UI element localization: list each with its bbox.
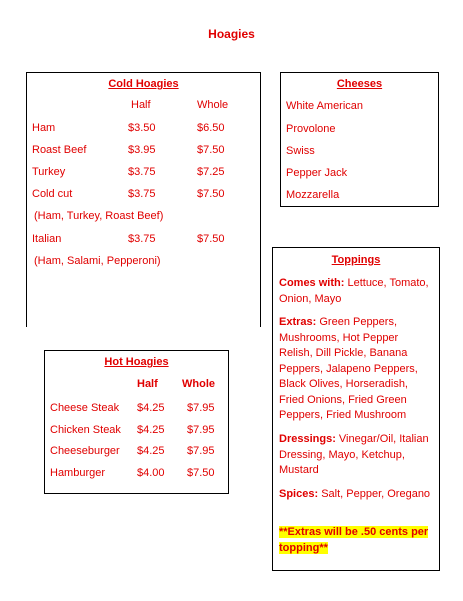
toppings-section xyxy=(272,247,440,571)
extras-price-note xyxy=(279,525,429,556)
item-name: Cheeseburger xyxy=(50,445,120,457)
spices-text: Salt, Pepper, Oregano xyxy=(321,488,431,500)
list-item xyxy=(281,121,438,137)
item-whole-price: $7.95 xyxy=(187,402,215,414)
item-half-price: $3.75 xyxy=(128,233,156,245)
spices-label: Spices: xyxy=(279,488,319,500)
extras-label: Extras: xyxy=(279,316,317,328)
italian-note xyxy=(27,253,260,269)
table-row xyxy=(27,142,260,158)
item-half-price: $3.95 xyxy=(128,144,156,156)
item-half-price: $4.25 xyxy=(137,424,165,436)
list-item xyxy=(281,187,438,203)
extras-text: Green Peppers, Mushrooms, Hot Pepper Relish, Dill Pickle, Banana Peppers, Jalapeno Peppers, Black Olives, Horseradish, Fried Onions, Fried Green Peppers, Fried Mushroom xyxy=(279,316,418,421)
item-half-price: $4.00 xyxy=(137,467,165,479)
toppings-title: Toppings xyxy=(331,254,381,266)
item-whole-price: $7.95 xyxy=(187,424,215,436)
item-whole-price: $7.50 xyxy=(197,188,225,200)
item-whole-price: $7.25 xyxy=(197,166,225,178)
item-whole-price: $7.95 xyxy=(187,445,215,457)
item-half-price: $3.50 xyxy=(128,122,156,134)
item-name: Ham xyxy=(32,122,56,134)
dressings-text: Vinegar/Oil, Italian Dressing, Mayo, Ketchup, Mustard xyxy=(279,433,429,476)
cold-hoagies-section xyxy=(26,72,261,327)
cheeses-title: Cheeses xyxy=(336,78,383,90)
hot-col-half: Half xyxy=(137,378,158,390)
cheese-name: Pepper Jack xyxy=(286,167,348,179)
cheese-name: White American xyxy=(286,100,364,112)
cheeses-section xyxy=(280,72,439,207)
item-whole-price: $7.50 xyxy=(197,144,225,156)
table-row xyxy=(27,231,260,247)
cold-hoagies-title: Cold Hoagies xyxy=(108,78,179,90)
hot-col-whole: Whole xyxy=(182,378,215,390)
item-half-price: $4.25 xyxy=(137,445,165,457)
cold-col-half: Half xyxy=(131,99,151,111)
table-row xyxy=(27,120,260,136)
item-name: Cheese Steak xyxy=(50,402,120,414)
item-half-price: $4.25 xyxy=(137,402,165,414)
dressings-paragraph xyxy=(279,432,433,479)
table-row xyxy=(45,465,228,481)
hot-hoagies-section xyxy=(44,350,229,494)
extras-paragraph xyxy=(279,315,433,424)
item-name: Italian xyxy=(32,233,62,245)
item-whole-price: $6.50 xyxy=(197,122,225,134)
item-half-price: $3.75 xyxy=(128,166,156,178)
page-title: Hoagies xyxy=(208,27,255,41)
item-whole-price: $7.50 xyxy=(187,467,215,479)
list-item xyxy=(281,165,438,181)
coldcut-note-text: (Ham, Turkey, Roast Beef) xyxy=(34,210,164,222)
table-row xyxy=(45,400,228,416)
table-row xyxy=(27,164,260,180)
table-row xyxy=(27,186,260,202)
item-name: Hamburger xyxy=(50,467,106,479)
list-item xyxy=(281,98,438,114)
italian-note-text: (Ham, Salami, Pepperoni) xyxy=(34,255,161,267)
comes-with-label: Comes with: xyxy=(279,277,345,289)
hot-hoagies-title: Hot Hoagies xyxy=(104,356,169,368)
list-item xyxy=(281,143,438,159)
item-name: Roast Beef xyxy=(32,144,87,156)
item-whole-price: $7.50 xyxy=(197,233,225,245)
comes-with-paragraph xyxy=(279,276,433,307)
coldcut-note xyxy=(27,208,260,224)
item-half-price: $3.75 xyxy=(128,188,156,200)
item-name: Cold cut xyxy=(32,188,73,200)
table-row xyxy=(45,422,228,438)
spices-paragraph xyxy=(279,487,433,503)
extras-note-highlight: **Extras will be .50 cents per topping** xyxy=(279,526,429,554)
table-row xyxy=(45,443,228,459)
cold-col-whole: Whole xyxy=(197,99,229,111)
cheese-name: Swiss xyxy=(286,145,315,157)
cheese-name: Mozzarella xyxy=(286,189,340,201)
cheese-name: Provolone xyxy=(286,123,336,135)
comes-with-text: Lettuce, Tomato, Onion, Mayo xyxy=(279,277,429,305)
item-name: Turkey xyxy=(32,166,66,178)
dressings-label: Dressings: xyxy=(279,433,336,445)
item-name: Chicken Steak xyxy=(50,424,121,436)
